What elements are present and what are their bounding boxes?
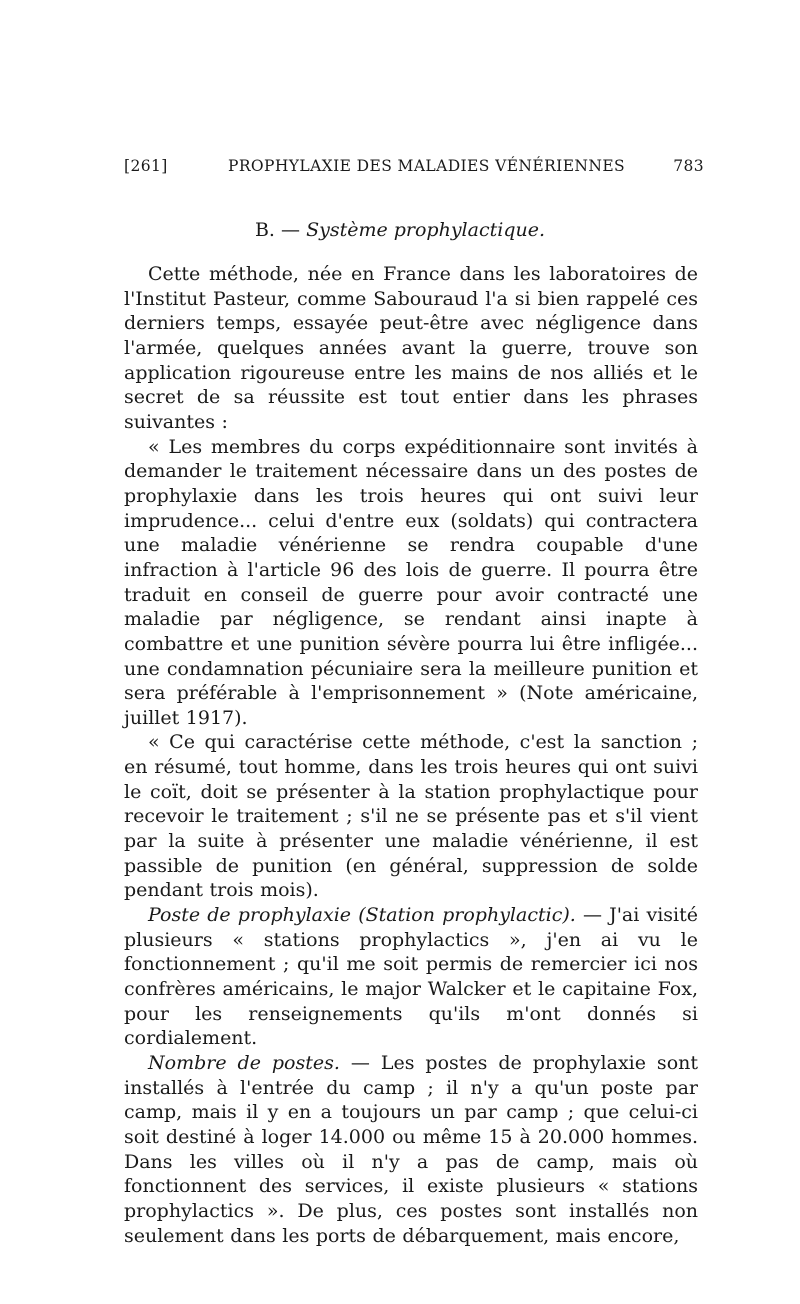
section-title-text: Système prophylactique. xyxy=(306,219,546,241)
section-letter: B. — xyxy=(254,219,301,241)
paragraph-4-lead: Poste de prophylaxie (Station prophylactic). xyxy=(148,904,576,927)
paragraph-4 xyxy=(124,903,698,1051)
running-title: PROPHYLAXIE DES MALADIES VÉNÉRIENNES xyxy=(228,157,626,175)
paragraph-5-text: — Les postes de prophylaxie sont installés à l'entrée du camp ; il n'y a qu'un poste par camp, mais il y en a toujours un par camp ; que celui-ci soit destiné à loger 14.000 ou même 15 à 20.000 hommes. Dans les villes où il n'y a pas de camp, mais où fonctionnent des services, il existe plusieurs « stations prophylactics ». De plus, ces postes sont installés non seulement dans les ports de débarquement, mais encore, xyxy=(124,1052,698,1247)
paragraph-2-quote: « Les membres du corps expéditionnaire sont invités à demander le traitement nécessaire dans un des postes de prophylaxie dans les trois heures qui ont suivi leur imprudence... celui d'entre eux (soldats) qui contractera une maladie vénérienne se rendra coupable d'une infraction à l'article 96 des lois de guerre. Il pourra être traduit en conseil de guerre pour avoir contracté une maladie par négligence, se rendant ainsi inapte à combattre et une punition sévère pourra lui être infligée... une condamnation pécuniaire sera la meilleure punition et sera préférable à l'emprisonnement » (Note américaine, juillet 1917). xyxy=(124,435,698,729)
paragraph-5-lead: Nombre de postes. xyxy=(148,1052,340,1074)
paragraph-1: Cette méthode, née en France dans les laboratoires de l'Institut Pasteur, comme Sabouraud l'a si bien rappelé ces derniers temps, essayée peut-être avec négligence dans l'armée, quelques années avant la guerre, trouve son application rigoureuse entre les mains de nos alliés et le secret de sa réussite est tout entier dans les phrases suivantes : xyxy=(124,263,698,433)
paragraph-5 xyxy=(124,1051,698,1248)
paragraph-4-text: — J'ai visité plusieurs « stations prophylactics », j'en ai vu le fonctionnement ; qu'il me soit permis de remercier ici nos confrères américains, le major Walcker et le capitaine Fox, pour les renseignements qu'ils m'ont donnés si cordialement. xyxy=(124,904,698,1050)
paragraph-3-quote: « Ce qui caractérise cette méthode, c'est la sanction ; en résumé, tout homme, dans les trois heures qui ont suivi le coït, doit se présenter à la station prophylactique pour recevoir le traitement ; s'il ne se présente pas et s'il vient par la suite à présenter une maladie vénérienne, il est passible de punition (en général, suppression de solde pendant trois mois). xyxy=(124,731,698,902)
section-heading xyxy=(0,219,800,241)
page-number: 783 xyxy=(673,157,704,175)
running-header xyxy=(124,157,704,179)
body-text xyxy=(124,262,698,1248)
page-reference: [261] xyxy=(124,157,168,175)
